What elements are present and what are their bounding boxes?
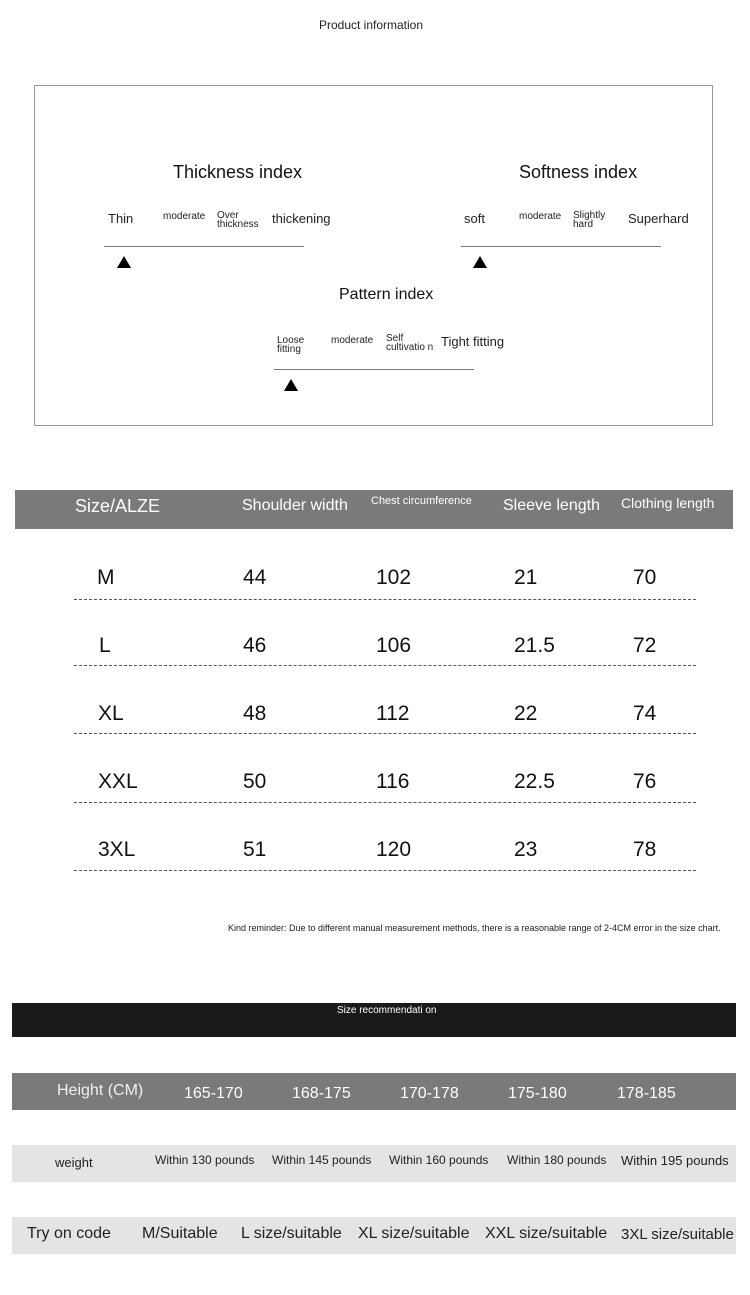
weight-value: Within 130 pounds xyxy=(155,1153,255,1167)
weight-value: Within 160 pounds xyxy=(389,1153,489,1167)
table-cell-chest: 112 xyxy=(376,702,410,725)
col-header-chest: Chest circumference xyxy=(371,495,472,507)
table-cell-chest: 120 xyxy=(376,838,412,861)
height-value: 175-180 xyxy=(508,1085,567,1102)
row-divider xyxy=(74,733,696,734)
table-cell-sleeve: 22.5 xyxy=(514,770,555,793)
fabric-index-panel xyxy=(34,85,713,426)
thickness-scale-line xyxy=(104,246,304,247)
pattern-label-moderate: moderate xyxy=(331,335,374,346)
col-header-size: Size/ALZE xyxy=(75,496,161,516)
try-on-value: 3XL size/suitable xyxy=(621,1226,734,1243)
table-cell-chest: 106 xyxy=(376,634,412,657)
height-value: 168-175 xyxy=(292,1085,351,1102)
softness-index-title: Softness index xyxy=(519,162,638,182)
measurement-reminder: Kind reminder: Due to different manual measurement methods, there is a reasonable range of 2-4CM error in the size chart. xyxy=(228,923,721,933)
weight-value: Within 145 pounds xyxy=(272,1153,372,1167)
weight-value: Within 195 pounds xyxy=(621,1153,729,1168)
table-cell-sleeve: 23 xyxy=(514,838,538,861)
softness-label-moderate: moderate xyxy=(519,211,562,222)
softness-label-slightly-hard: Slightly hard xyxy=(573,210,606,230)
try-on-label: Try on code xyxy=(27,1225,111,1242)
height-label: Height (CM) xyxy=(57,1082,144,1099)
table-cell-shoulder: 44 xyxy=(243,566,267,589)
table-cell-length: 72 xyxy=(633,634,657,657)
col-header-shoulder: Shoulder width xyxy=(242,497,348,514)
try-on-value: L size/suitable xyxy=(241,1225,342,1242)
row-divider xyxy=(74,802,696,803)
table-cell-size: 3XL xyxy=(98,838,136,861)
height-value: 178-185 xyxy=(617,1085,676,1102)
softness-scale-line xyxy=(461,246,661,247)
softness-label-soft: soft xyxy=(464,211,485,226)
row-divider xyxy=(74,599,696,600)
height-value: 170-178 xyxy=(400,1085,459,1102)
try-on-value: XXL size/suitable xyxy=(485,1225,608,1242)
thickness-index-title: Thickness index xyxy=(173,162,303,182)
table-cell-chest: 102 xyxy=(376,566,412,589)
weight-label: weight xyxy=(55,1155,93,1170)
col-header-sleeve: Sleeve length xyxy=(503,497,600,514)
thickness-label-moderate: moderate xyxy=(163,211,206,222)
height-value: 165-170 xyxy=(184,1085,243,1102)
table-cell-shoulder: 46 xyxy=(243,634,267,657)
table-cell-sleeve: 22 xyxy=(514,702,538,725)
table-cell-size: L xyxy=(99,634,111,657)
table-cell-sleeve: 21 xyxy=(514,566,538,589)
table-cell-size: XL xyxy=(98,702,124,725)
softness-marker-icon xyxy=(473,256,487,268)
table-cell-size: XXL xyxy=(98,770,138,793)
pattern-label-tight: Tight fitting xyxy=(441,334,505,349)
table-cell-shoulder: 48 xyxy=(243,702,267,725)
thickness-label-thin: Thin xyxy=(108,211,134,226)
page-title: Product information xyxy=(318,18,424,32)
try-on-value: M/Suitable xyxy=(142,1225,218,1242)
pattern-label-loose: Loose fitting xyxy=(277,335,305,355)
softness-label-superhard: Superhard xyxy=(628,211,689,226)
size-recommendation-title: Size recommendati on xyxy=(337,1005,437,1016)
pattern-label-self-cultivation: Self cultivatio n xyxy=(386,333,434,353)
table-cell-shoulder: 50 xyxy=(243,770,267,793)
weight-value: Within 180 pounds xyxy=(507,1153,607,1167)
table-cell-length: 78 xyxy=(633,838,657,861)
thickness-label-over: Over thickness xyxy=(217,210,259,230)
table-cell-size: M xyxy=(97,566,115,589)
table-cell-length: 76 xyxy=(633,770,657,793)
pattern-marker-icon xyxy=(284,379,298,391)
try-on-value: XL size/suitable xyxy=(358,1225,470,1242)
row-divider xyxy=(74,665,696,666)
thickness-label-thickening: thickening xyxy=(272,211,331,226)
table-cell-shoulder: 51 xyxy=(243,838,267,861)
table-cell-length: 70 xyxy=(633,566,657,589)
table-cell-sleeve: 21.5 xyxy=(514,634,555,657)
col-header-length: Clothing length xyxy=(621,495,715,511)
pattern-index-title: Pattern index xyxy=(339,286,434,303)
thickness-marker-icon xyxy=(117,256,131,268)
table-cell-length: 74 xyxy=(633,702,657,725)
pattern-scale-line xyxy=(274,369,474,370)
table-cell-chest: 116 xyxy=(376,770,410,793)
row-divider xyxy=(74,870,696,871)
